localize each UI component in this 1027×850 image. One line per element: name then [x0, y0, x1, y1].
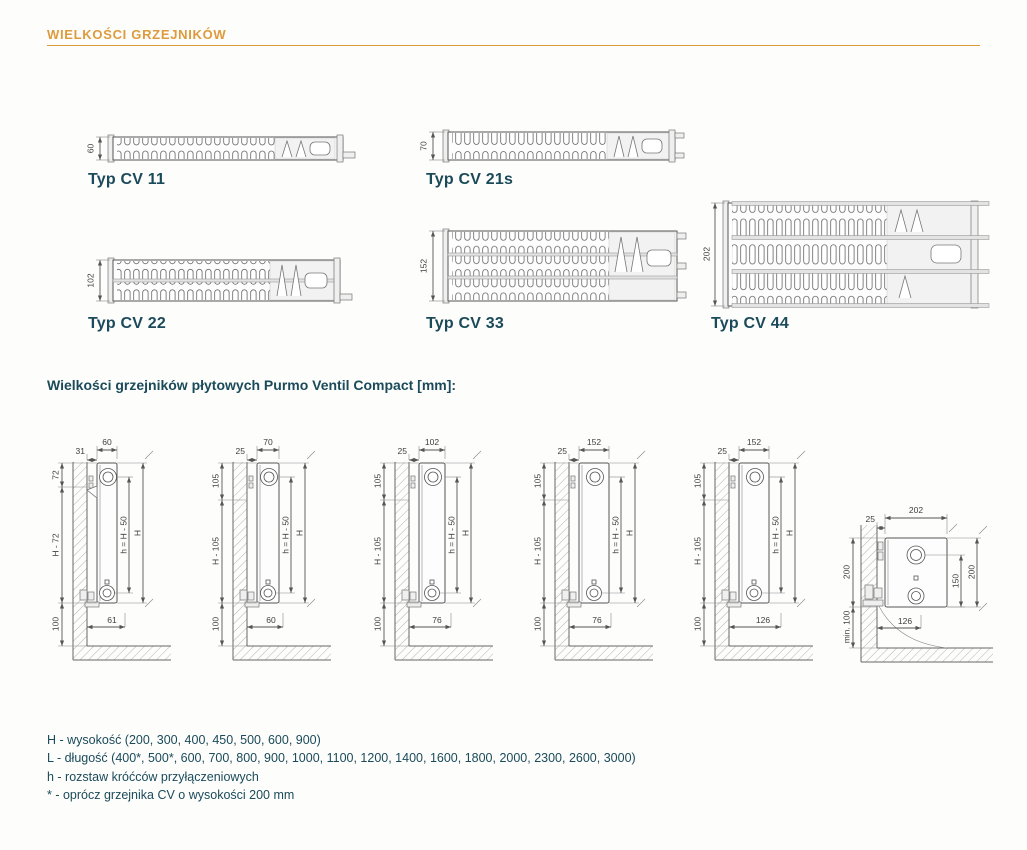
svg-text:100: 100	[50, 616, 61, 632]
svg-text:200: 200	[966, 564, 977, 580]
dim-depth	[257, 437, 279, 459]
cross-section-cv11	[50, 430, 225, 675]
svg-text:72: 72	[50, 470, 61, 480]
footnote-H: H - wysokość (200, 300, 400, 450, 500, 600, 900)	[47, 733, 321, 747]
svg-text:h = H - 50: h = H - 50	[446, 516, 457, 554]
cv44-grille	[732, 204, 887, 305]
wall-bracket	[571, 476, 575, 481]
svg-text:h = H - 50: h = H - 50	[770, 516, 781, 554]
cv22-thermostat	[305, 273, 327, 288]
svg-text:H - 105: H - 105	[692, 537, 703, 565]
dim-depth	[579, 437, 609, 459]
valve-assembly	[562, 590, 569, 600]
dim-wall-offset	[76, 446, 97, 460]
floor	[569, 646, 653, 660]
svg-text:152: 152	[418, 258, 429, 274]
svg-text:102: 102	[85, 273, 96, 288]
svg-text:h = H - 50: h = H - 50	[118, 516, 129, 554]
floor	[877, 648, 993, 662]
label-typ-cv22: Typ CV 22	[88, 315, 166, 332]
wall-bracket	[878, 542, 883, 550]
cv11-right-cap	[337, 135, 343, 162]
cv44-pipe	[732, 202, 989, 206]
svg-text:126: 126	[755, 615, 771, 625]
dim-depth	[97, 437, 117, 459]
cv11-thermostat	[310, 142, 330, 155]
svg-text:102: 102	[424, 437, 440, 447]
valve-assembly	[80, 590, 87, 600]
dim-wall-offset	[236, 446, 257, 460]
svg-text:60: 60	[85, 143, 96, 154]
cv21s-thermostat	[642, 139, 662, 153]
floor	[247, 646, 331, 660]
svg-text:150: 150	[950, 573, 961, 589]
cv33-grille	[452, 232, 609, 300]
cross-section-cv33	[532, 430, 707, 675]
svg-text:25: 25	[557, 446, 567, 456]
footnote-asterisk: * - oprócz grzejnika CV o wysokości 200 mm	[47, 788, 295, 803]
cv44-top-view-drawing	[703, 190, 1027, 315]
cv44-pipe	[732, 270, 989, 274]
dim-bottom-offset	[729, 613, 781, 627]
cross-section-cv21s	[210, 430, 385, 675]
svg-text:100: 100	[532, 616, 543, 632]
svg-text:76: 76	[592, 615, 602, 625]
cv11-top-view-drawing	[60, 125, 360, 170]
svg-text:H: H	[132, 529, 143, 537]
svg-text:105: 105	[532, 473, 543, 489]
dim-wall-offset	[398, 446, 419, 460]
title-underline	[47, 45, 980, 46]
floor	[87, 646, 171, 660]
svg-text:200: 200	[841, 564, 852, 580]
svg-text:31: 31	[75, 446, 85, 456]
dim-height-right	[947, 526, 987, 611]
dim-wall-offset	[558, 446, 579, 460]
svg-text:100: 100	[210, 616, 221, 632]
svg-text:70: 70	[263, 437, 273, 447]
footnote-L: L - długość (400*, 500*, 600, 700, 800, 900, 1000, 1100, 1200, 1400, 1600, 1800, 2000, 2300, 2600, 3000)	[47, 751, 636, 766]
footnotes	[47, 731, 636, 805]
cv33-depth-dim	[418, 231, 445, 301]
svg-text:105: 105	[372, 473, 383, 489]
svg-text:152: 152	[746, 437, 762, 447]
cv22-depth-dim	[85, 260, 110, 301]
svg-text:202: 202	[701, 246, 712, 262]
dim-pipe-spacing	[115, 477, 133, 593]
svg-text:H: H	[460, 529, 471, 537]
svg-text:126: 126	[897, 616, 913, 626]
dim-depth	[739, 437, 769, 459]
svg-text:h = H - 50: h = H - 50	[280, 516, 291, 554]
floor	[729, 646, 813, 660]
svg-text:105: 105	[210, 473, 221, 489]
cv11-grille	[117, 138, 275, 159]
svg-text:152: 152	[586, 437, 602, 447]
wall-bracket	[249, 476, 253, 481]
svg-text:H - 72: H - 72	[50, 533, 61, 557]
dim-wall-offset	[718, 446, 739, 460]
svg-text:70: 70	[418, 141, 429, 151]
svg-text:105: 105	[692, 473, 703, 489]
svg-text:H: H	[784, 529, 795, 537]
valve-assembly	[865, 585, 873, 599]
svg-text:60: 60	[266, 615, 276, 625]
cv21s-grille	[452, 133, 607, 159]
svg-text:61: 61	[107, 615, 117, 625]
dim-bottom-offset	[87, 613, 125, 627]
svg-text:25: 25	[717, 446, 727, 456]
label-typ-cv44: Typ CV 44	[711, 315, 789, 332]
svg-text:100: 100	[692, 616, 703, 632]
valve-assembly	[722, 590, 729, 600]
cv44-pipe	[732, 304, 989, 308]
svg-text:min. 100: min. 100	[841, 610, 852, 644]
valve-assembly	[402, 590, 409, 600]
cv11-tab	[343, 152, 355, 158]
svg-text:202: 202	[908, 505, 924, 515]
cv21s-depth-dim	[418, 132, 445, 160]
dim-bottom-offset	[409, 613, 451, 627]
vent-plug	[914, 576, 918, 580]
wall-bracket	[731, 476, 735, 481]
svg-text:60: 60	[102, 437, 112, 447]
cv11-depth-dim	[85, 137, 110, 160]
svg-text:h = H - 50: h = H - 50	[610, 516, 621, 554]
cv33-top-view-drawing	[400, 220, 700, 315]
cv44-thermostat	[931, 245, 961, 263]
vent-plug	[105, 580, 109, 584]
wall	[73, 462, 87, 660]
cv44-pipe	[732, 236, 989, 240]
svg-text:H: H	[624, 529, 635, 537]
floor	[409, 646, 493, 660]
page-title: WIELKOŚCI GRZEJNIKÓW	[47, 27, 227, 42]
label-typ-cv33: Typ CV 33	[426, 315, 504, 332]
svg-text:100: 100	[372, 616, 383, 632]
dim-bottom-offset	[247, 613, 283, 627]
svg-text:H - 105: H - 105	[532, 537, 543, 565]
dim-depth	[885, 505, 957, 534]
svg-text:H - 105: H - 105	[210, 537, 221, 565]
svg-text:H - 105: H - 105	[372, 537, 383, 565]
cross-section-cv22	[372, 430, 547, 675]
wall-bracket	[411, 476, 415, 481]
svg-text:25: 25	[865, 514, 875, 524]
label-typ-cv21s: Typ CV 21s	[426, 171, 514, 188]
cv21s-top-view-drawing	[400, 120, 700, 170]
dim-depth	[419, 437, 445, 459]
cv33-thermostat	[647, 250, 671, 266]
svg-text:25: 25	[235, 446, 245, 456]
wall-bracket	[89, 476, 93, 481]
side-view-low-radiator	[843, 430, 1027, 675]
valve-assembly	[240, 590, 247, 600]
dim-bottom-offset	[569, 613, 611, 627]
svg-text:76: 76	[432, 615, 442, 625]
cv44-depth-dim	[701, 203, 725, 306]
section2-title: Wielkości grzejników płytowych Purmo Ventil Compact [mm]:	[47, 377, 457, 393]
svg-text:25: 25	[397, 446, 407, 456]
svg-text:H: H	[294, 529, 305, 537]
dim-bottom-offset	[877, 615, 921, 628]
cv22-top-view-drawing	[60, 246, 360, 308]
footnote-h: h - rozstaw króćców przyłączeniowych	[47, 769, 259, 784]
label-typ-cv11: Typ CV 11	[88, 171, 166, 188]
